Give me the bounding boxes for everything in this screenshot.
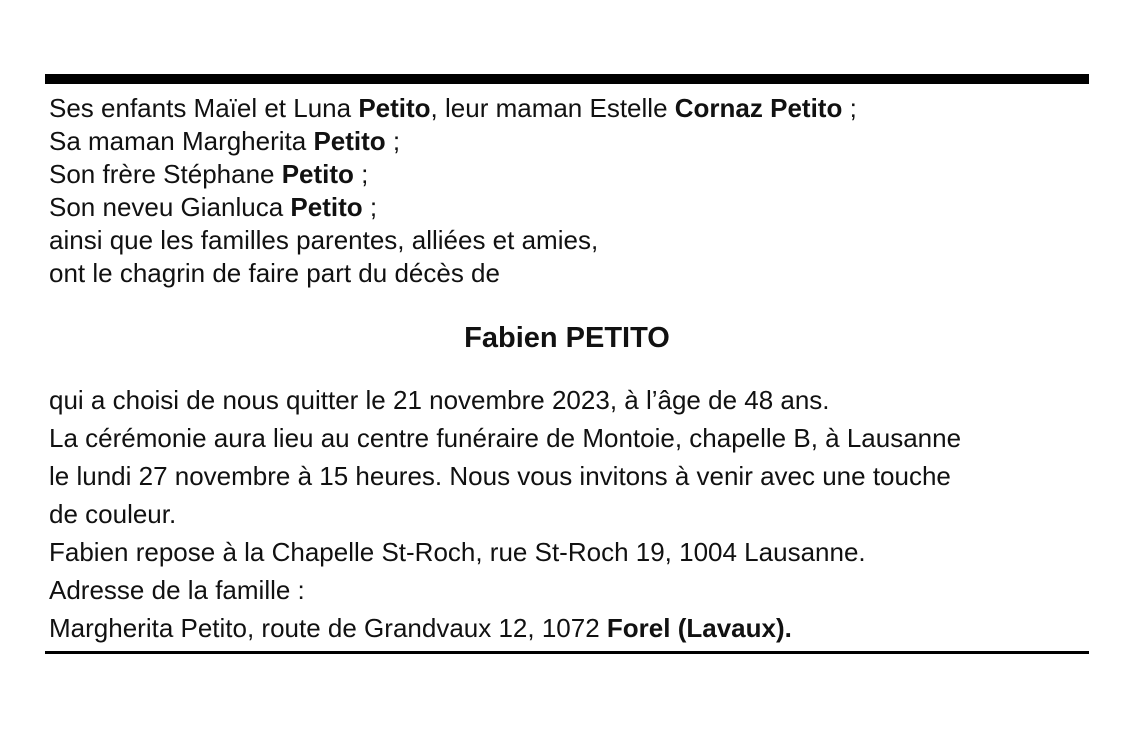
obituary-notice [45, 74, 1089, 654]
passing-line: qui a choisi de nous quitter le 21 novembre 2023, à l’âge de 48 ans. [49, 385, 830, 415]
ceremony-line-2: le lundi 27 novembre à 15 heures. Nous vous invitons à venir avec une touche [49, 461, 951, 491]
ceremony-line-3: de couleur. [49, 499, 177, 529]
ceremony-details [45, 381, 1089, 647]
address-label: Adresse de la famille : [49, 575, 305, 605]
announce-line: ont le chagrin de faire part du décès de [49, 258, 500, 288]
deceased-name: Fabien PETITO [464, 322, 670, 354]
family-intro [45, 92, 1089, 290]
nephew-line: Son neveu Gianluca Petito ; [49, 192, 378, 222]
families-line: ainsi que les familles parentes, alliées et amies, [49, 225, 599, 255]
bottom-rule [45, 651, 1089, 654]
mother-line: Sa maman Margherita Petito ; [49, 126, 401, 156]
children-line: Ses enfants Maïel et Luna Petito, leur maman Estelle Cornaz Petito ; [49, 93, 857, 123]
rest-line: Fabien repose à la Chapelle St-Roch, rue St-Roch 19, 1004 Lausanne. [49, 537, 866, 567]
ceremony-line-1: La cérémonie aura lieu au centre funéraire de Montoie, chapelle B, à Lausanne [49, 423, 962, 453]
top-rule [45, 74, 1089, 84]
brother-line: Son frère Stéphane Petito ; [49, 159, 369, 189]
family-address: Margherita Petito, route de Grandvaux 12, 1072 Forel (Lavaux). [49, 613, 792, 643]
